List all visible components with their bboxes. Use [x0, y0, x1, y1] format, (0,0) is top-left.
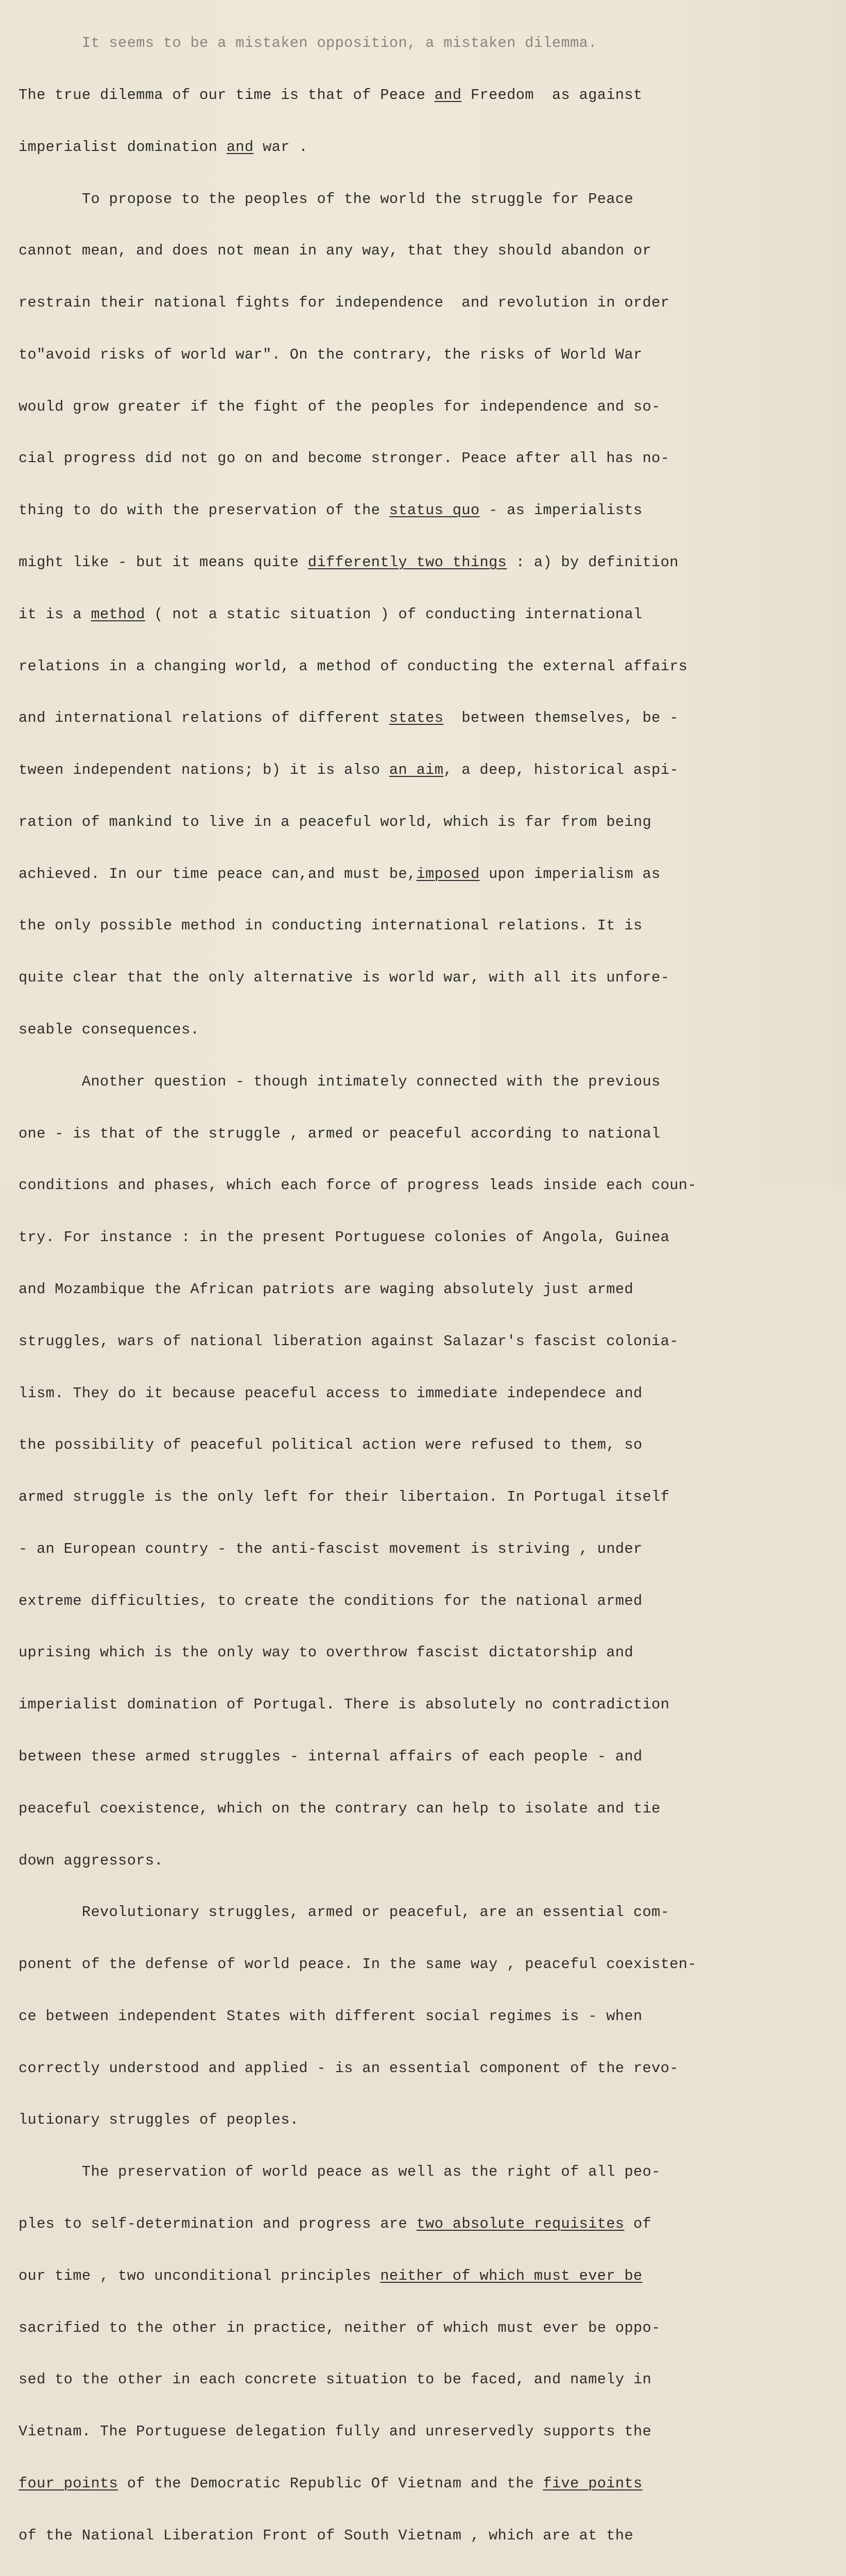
text-line: cannot mean, and does not mean in any way, that they should abandon or: [19, 242, 652, 260]
underlined-method: method: [91, 605, 145, 623]
text-line: and international relations of different states between themselves, be -: [19, 709, 679, 727]
text-line: it is a method ( not a static situation ) of conducting international: [19, 605, 643, 623]
text-line: down aggressors.: [19, 1852, 163, 1869]
text-line: tween independent nations; b) it is also an aim, a deep, historical aspi-: [19, 761, 679, 779]
text-line: Vietnam. The Portuguese delegation fully and unreservedly supports the: [19, 2423, 652, 2441]
text-line: restrain their national fights for independence and revolution in order: [19, 294, 670, 312]
text-line: quite clear that the only alternative is world war, with all its unfore-: [19, 969, 670, 987]
text-line: four points of the Democratic Republic Of Vietnam and the five points: [19, 2475, 643, 2492]
underlined-neither: neither of which must ever be: [380, 2267, 643, 2284]
text-line: ce between independent States with different social regimes is - when: [19, 2007, 643, 2025]
text-line: ponent of the defense of world peace. In the same way , peaceful coexisten-: [19, 1956, 697, 1973]
underlined-and: and: [434, 86, 462, 104]
text-line: and Mozambique the African patriots are waging absolutely just armed: [19, 1280, 634, 1298]
underlined-two-absolute-requisites: two absolute requisites: [416, 2215, 625, 2232]
underlined-imposed: imposed: [416, 865, 480, 883]
text-line: lism. They do it because peaceful access to immediate independece and: [19, 1384, 643, 1402]
text-line: To propose to the peoples of the world the struggle for Peace: [19, 190, 634, 208]
text-line: might like - but it means quite differently two things : a) by definition: [19, 554, 679, 571]
text-line: sacrified to the other in practice, neither of which must ever be oppo-: [19, 2319, 661, 2336]
underlined-status-quo: status quo: [389, 502, 480, 519]
typewritten-text: [19, 0, 842, 2576]
underlined-and: and: [226, 138, 254, 156]
text-line: correctly understood and applied - is an essential component of the revo-: [19, 2059, 679, 2077]
text-line: between these armed struggles - internal affairs of each people - and: [19, 1748, 643, 1765]
text-line: the only possible method in conducting international relations. It is: [19, 917, 643, 935]
text-line: seable consequences.: [19, 1021, 200, 1039]
text-line: ples to self-determination and progress are two absolute requisites of: [19, 2215, 652, 2232]
text-line: struggles, wars of national liberation against Salazar's fascist colonia-: [19, 1332, 679, 1350]
text-line: extreme difficulties, to create the conditions for the national armed: [19, 1592, 643, 1609]
text-line: uprising which is the only way to overthrow fascist dictatorship and: [19, 1644, 634, 1662]
text-line: cial progress did not go on and become stronger. Peace after all has no-: [19, 450, 670, 467]
text-line: one - is that of the struggle , armed or peaceful according to national: [19, 1125, 661, 1142]
text-line: imperialist domination of Portugal. There is absolutely no contradiction: [19, 1696, 670, 1714]
text-line: It seems to be a mistaken opposition, a mistaken dilemma.: [19, 35, 597, 52]
text-line: The preservation of world peace as well as the right of all peo-: [19, 2163, 661, 2181]
text-line: Another question - though intimately connected with the previous: [19, 1073, 661, 1090]
text-line: ration of mankind to live in a peaceful world, which is far from being: [19, 813, 652, 831]
text-line: Revolutionary struggles, armed or peaceful, are an essential com-: [19, 1904, 670, 1921]
underlined-states: states: [389, 709, 444, 727]
text-line: our time , two unconditional principles neither of which must ever be: [19, 2267, 643, 2284]
text-line: would grow greater if the fight of the peoples for independence and so-: [19, 398, 661, 415]
text-line: relations in a changing world, a method of conducting the external affairs: [19, 657, 688, 675]
text-line: achieved. In our time peace can,and must be,imposed upon imperialism as: [19, 865, 661, 883]
text-line: peaceful coexistence, which on the contrary can help to isolate and tie: [19, 1800, 661, 1817]
underlined-differently: differently two things: [307, 554, 507, 571]
text-line: - an European country - the anti-fascist movement is striving , under: [19, 1540, 643, 1557]
text-line: imperialist domination and war .: [19, 138, 308, 156]
underlined-four-points: four points: [19, 2475, 118, 2492]
text-line: armed struggle is the only left for their libertaion. In Portugal itself: [19, 1488, 670, 1506]
text-line: to"avoid risks of world war". On the contrary, the risks of World War: [19, 346, 643, 363]
text-line: thing to do with the preservation of the status quo - as imperialists: [19, 502, 643, 519]
text-line: lutionary struggles of peoples.: [19, 2111, 299, 2129]
text-line: of the National Liberation Front of South Vietnam , which are at the: [19, 2527, 634, 2544]
text-line: conditions and phases, which each force of progress leads inside each coun-: [19, 1177, 697, 1194]
underlined-five-points: five points: [543, 2475, 643, 2492]
text-line: try. For instance : in the present Portuguese colonies of Angola, Guinea: [19, 1229, 670, 1246]
underlined-an-aim: an aim: [389, 761, 444, 779]
text-line: the possibility of peaceful political action were refused to them, so: [19, 1436, 643, 1454]
text-line: sed to the other in each concrete situation to be faced, and namely in: [19, 2371, 652, 2388]
text-line: The true dilemma of our time is that of Peace and Freedom as against: [19, 86, 643, 104]
